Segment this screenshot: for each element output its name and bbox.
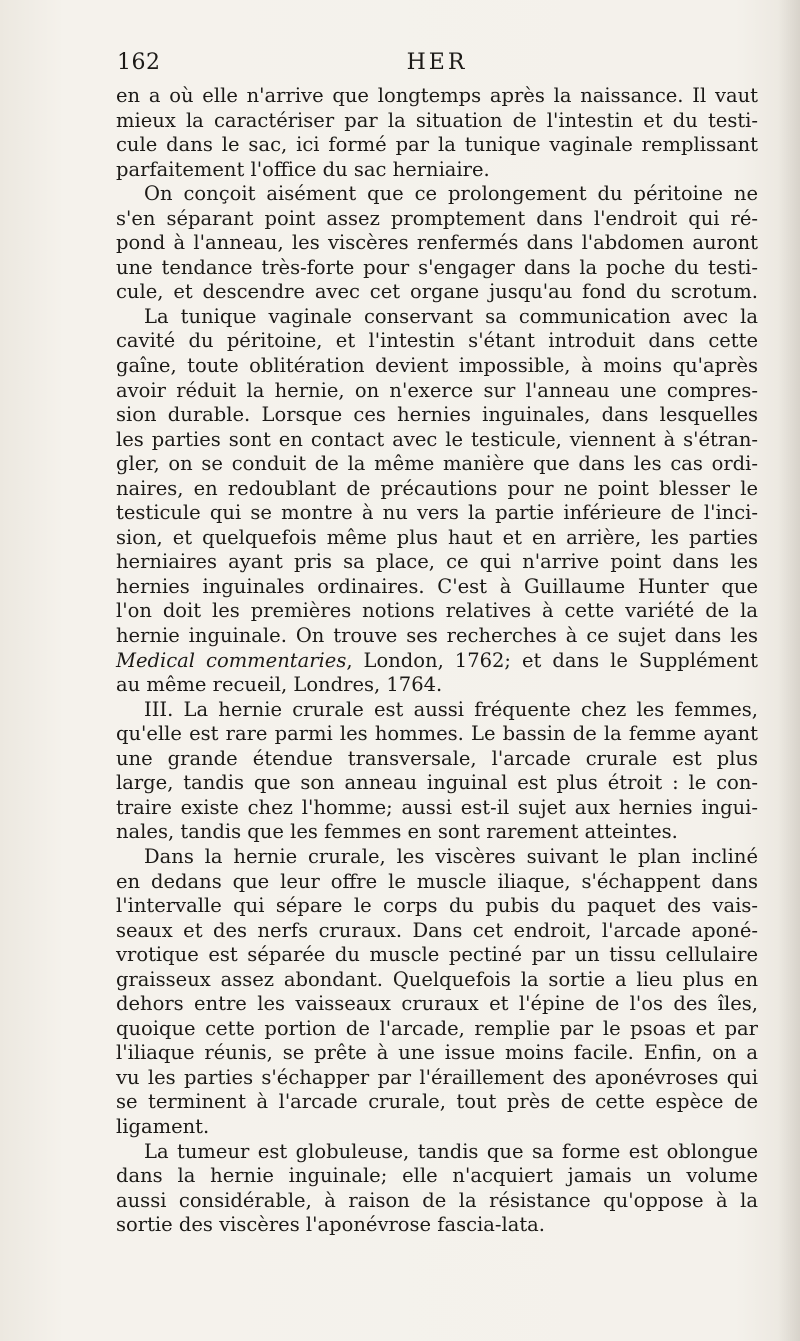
- text-line: gler, on se conduit de la même manière que dans les cas ordi-: [116, 452, 758, 476]
- text-line: l'on doit les premières notions relatives à cette variété de la: [116, 599, 758, 623]
- text-line: On conçoit aisément que ce prolongement du péritoine ne: [144, 182, 758, 206]
- text-line: ligament.: [116, 1114, 210, 1138]
- text-line: sion durable. Lorsque ces hernies inguinales, dans lesquelles: [116, 403, 758, 427]
- text-line: large, tandis que son anneau inguinal est plus étroit : le con-: [116, 771, 758, 795]
- text-line: seaux et des nerfs cruraux. Dans cet endroit, l'arcade aponé-: [116, 918, 758, 942]
- text-line: une tendance très-forte pour s'engager dans la poche du testi-: [116, 255, 758, 279]
- text-line: hernie inguinale. On trouve ses recherches à ce sujet dans les: [116, 624, 758, 648]
- text-line: mieux la caractériser par la situation de l'intestin et du testi-: [116, 108, 758, 132]
- text-line: qu'elle est rare parmi les hommes. Le bassin de la femme ayant: [116, 722, 758, 746]
- text-line: graisseux assez abondant. Quelquefois la sortie a lieu plus en: [116, 967, 758, 991]
- text-line: [116, 649, 758, 674]
- text-line: testicule qui se montre à nu vers la partie inférieure de l'inci-: [116, 501, 758, 525]
- text-line: vrotique est séparée du muscle pectiné par un tissu cellulaire: [116, 943, 758, 967]
- text-line: dans la hernie inguinale; elle n'acquiert jamais un volume: [116, 1164, 758, 1188]
- text-line-rest: , London, 1762; et dans le Supplément: [346, 648, 758, 672]
- text-line: vu les parties s'échapper par l'éraillement des aponévroses qui: [116, 1065, 758, 1089]
- text-line: nales, tandis que les femmes en sont rarement atteintes.: [116, 820, 678, 844]
- text-line: l'intervalle qui sépare le corps du pubis du paquet des vais-: [116, 894, 758, 918]
- text-line: cule, et descendre avec cet organe jusqu'au fond du scrotum.: [116, 280, 758, 304]
- text-line: hernies inguinales ordinaires. C'est à Guillaume Hunter que: [116, 574, 758, 598]
- running-head: HER: [406, 50, 468, 75]
- text-line: La tumeur est globuleuse, tandis que sa forme est oblongue: [144, 1139, 758, 1163]
- text-line: les parties sont en contact avec le testicule, viennent à s'étran-: [116, 427, 758, 451]
- page-edge-shadow: [778, 0, 800, 1341]
- text-line: naires, en redoublant de précautions pour ne point blesser le: [116, 476, 758, 500]
- text-line: herniaires ayant pris sa place, ce qui n'arrive point dans les: [116, 550, 758, 574]
- text-line: aussi considérable, à raison de la résistance qu'oppose à la: [116, 1188, 758, 1212]
- text-line: se terminent à l'arcade crurale, tout près de cette espèce de: [116, 1090, 758, 1114]
- text-line: La tunique vaginale conservant sa communication avec la: [144, 304, 758, 328]
- text-line: parfaitement l'office du sac herniaire.: [116, 157, 490, 181]
- text-line: sortie des viscères l'aponévrose fascia-lata.: [116, 1213, 546, 1237]
- text-line: quoique cette portion de l'arcade, remplie par le psoas et par: [116, 1016, 758, 1040]
- text-line: une grande étendue transversale, l'arcade crurale est plus: [116, 746, 758, 770]
- page-number: 162: [117, 50, 161, 75]
- text-line: en dedans que leur offre le muscle iliaque, s'échappent dans: [116, 869, 758, 893]
- text-line: en a où elle n'arrive que longtemps après la naissance. Il vaut: [116, 84, 758, 107]
- text-line: cavité du péritoine, et l'intestin s'étant introduit dans cette: [116, 329, 758, 353]
- text-line: sion, et quelquefois même plus haut et en arrière, les parties: [116, 525, 758, 549]
- text-line: gaîne, toute oblitération devient impossible, à moins qu'après: [116, 354, 758, 378]
- text-line: au même recueil, Londres, 1764.: [116, 673, 443, 697]
- text-line: dehors entre les vaisseaux cruraux et l'épine de l'os des îles,: [116, 992, 758, 1016]
- text-line: s'en séparant point assez promptement dans l'endroit qui ré-: [116, 206, 758, 230]
- text-line: traire existe chez l'homme; aussi est-il sujet aux hernies ingui-: [116, 795, 758, 819]
- text-line: III. La hernie crurale est aussi fréquente chez les femmes,: [144, 697, 758, 721]
- text-line: Dans la hernie crurale, les viscères suivant le plan incliné: [144, 844, 758, 868]
- text-line: l'iliaque réunis, se prête à une issue moins facile. Enfin, on a: [116, 1041, 758, 1065]
- italic-title: Medical commentaries: [116, 648, 347, 672]
- text-line: avoir réduit la hernie, on n'exerce sur l'anneau une compres-: [116, 378, 758, 402]
- text-line: pond à l'anneau, les viscères renfermés dans l'abdomen auront: [116, 231, 758, 255]
- text-line: cule dans le sac, ici formé par la tunique vaginale remplissant: [116, 133, 758, 157]
- page-header: [117, 50, 757, 82]
- body-text: [116, 84, 758, 1238]
